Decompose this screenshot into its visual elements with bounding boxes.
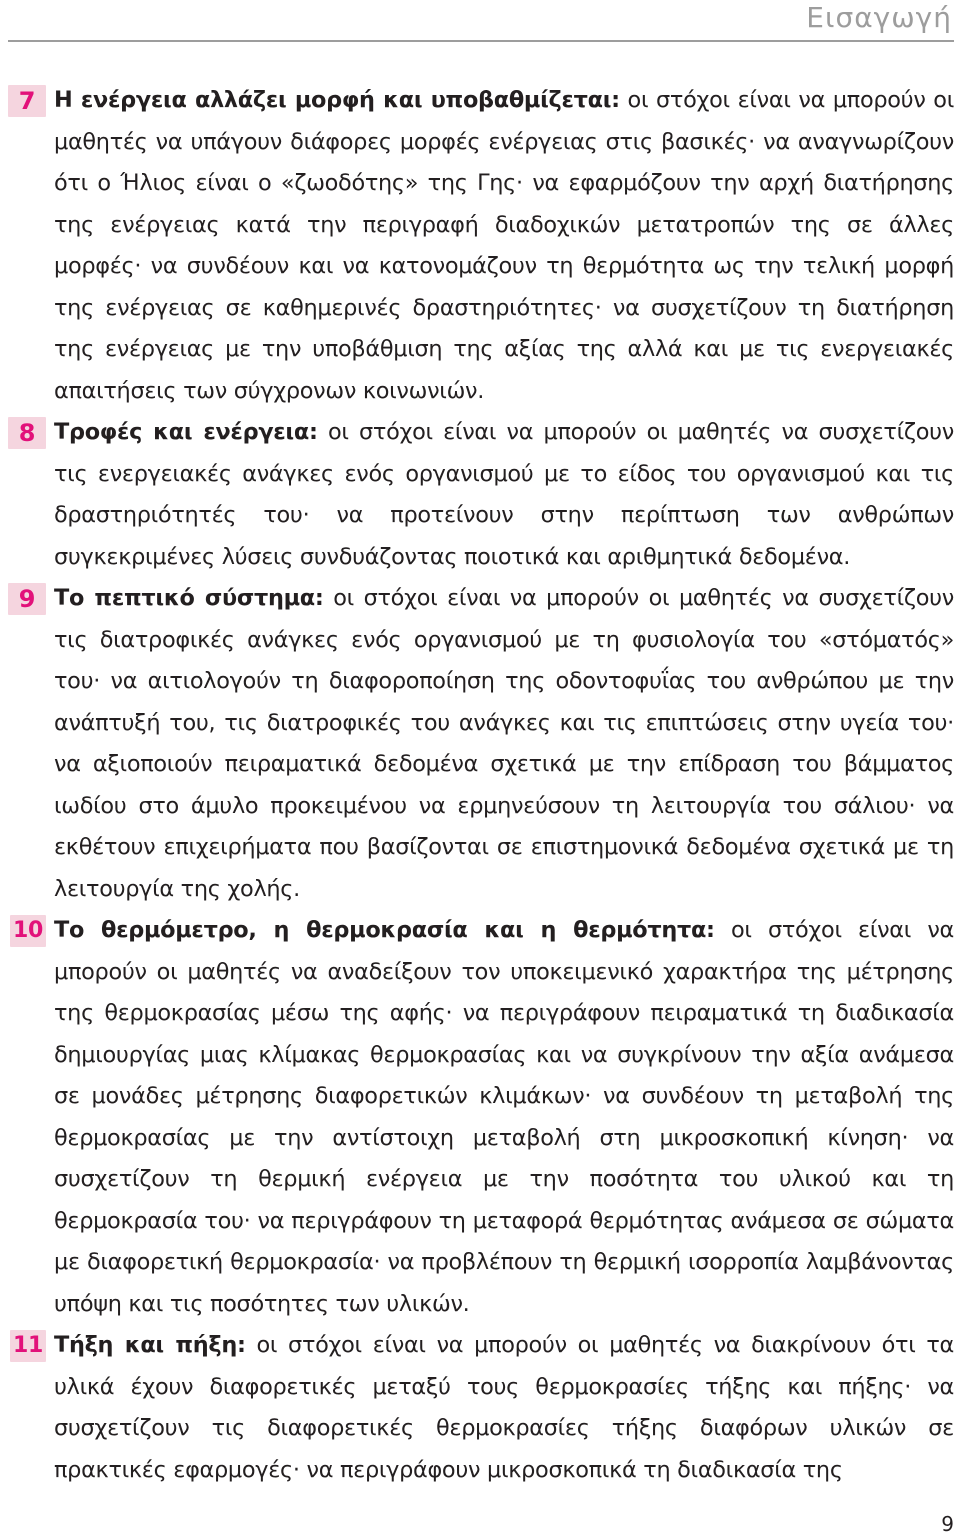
item-title: Η ενέργεια αλλάζει μορφή και υποβαθμίζεται: <box>54 87 620 113</box>
list-item <box>0 1325 960 1491</box>
page-number: 9 <box>941 1512 954 1536</box>
item-number-badge: 9 <box>8 583 46 615</box>
item-title: Τήξη και πήξη: <box>54 1332 246 1358</box>
list-item <box>0 578 960 910</box>
item-number-badge: 7 <box>8 85 46 117</box>
item-text: οι στόχοι είναι να μπορούν οι μαθητές να υπάγουν διάφορες μορφές ενέργειας στις βασικές· να αναγνωρίζουν ότι ο Ήλιος είναι ο «ζωοδότης» της Γης· να εφαρμόζουν την αρχή διατήρησης της ενέργειας κατά την περιγραφή διαδοχικών μετατροπών της σε άλλες μορφές· να συνδέουν και να κατονομάζουν τη θερμότητα ως την τελική μορφή της ενέργειας σε καθημερινές δραστηριότητες· να συσχετίζουν τη διατήρηση της ενέργειας με την υποβάθμιση της αξίας της αλλά και με τις ενεργειακές απαιτήσεις των σύγχρονων κοινωνιών. <box>54 87 954 404</box>
item-text: οι στόχοι είναι να μπορούν οι μαθητές να συσχετίζουν τις διατροφικές ανάγκες ενός οργανισμού με τη φυσιολογία του «στόματός» του· να αιτιολογούν τη διαφοροποίηση της οδοντοφυΐας του ανθρώπου με την ανάπτυξή του, τις διατροφικές του ανάγκες και τις επιπτώσεις στην υγεία του· να αξιοποιούν πειραματικά δεδομένα σχετικά με την επίδραση του βάμματος ιωδίου στο άμυλο προκειμένου να ερμηνεύσουν τη λειτουργία του σάλιου· να εκθέτουν επιχειρήματα που βασίζονται σε επιστημονικά δεδομένα σχετικά με τη λειτουργία της χολής. <box>54 585 954 902</box>
header-divider <box>8 40 954 42</box>
item-text: οι στόχοι είναι να μπορούν οι μαθητές να διακρίνουν ότι τα υλικά έχουν διαφορετικές μεταξύ τους θερμοκρασίες τήξης και πήξης· να συσχετίζουν τις διαφορετικές θερμοκρασίες τήξης διαφόρων υλικών σε πρακτικές εφαρμογές· να περιγράφουν μικροσκοπικά τη διαδικασία της <box>54 1332 955 1483</box>
item-number-badge: 10 <box>10 915 46 947</box>
item-text: οι στόχοι είναι να μπορούν οι μαθητές να αναδείξουν τον υποκειμενικό χαρακτήρα της μέτρησης της θερμοκρασίας μέσω της αφής· να περιγράφουν πειραματικά τη διαδικασία δημιουργίας μιας κλίμακας θερμοκρασίας και να συγκρίνουν την αξία ανάμεσα σε μονάδες μέτρησης διαφορετικών κλιμάκων· να συνδέουν τη μεταβολή της θερμοκρασίας με την αντίστοιχη μεταβολή στη μικροσκοπική κίνηση· να συσχετίζουν τη θερμική ενέργεια με την ποσότητα του υλικού και τη θερμοκρασία του· να περιγράφουν τη μεταφορά θερμότητας ανάμεσα σε σώματα με διαφορετική θερμοκρασία· να προβλέπουν τη θερμική ισορροπία λαμβάνοντας υπόψη και τις ποσότητες των υλικών. <box>54 917 954 1317</box>
list-item <box>0 412 960 578</box>
list-item <box>0 80 960 412</box>
item-number-badge: 8 <box>8 417 46 449</box>
item-text: οι στόχοι είναι να μπορούν οι μαθητές να συσχετίζουν τις ενεργειακές ανάγκες ενός οργανισμού με το είδος του οργανισμού και τις δραστηριότητές του· να προτείνουν στην περίπτωση των ανθρώπων συγκεκριμένες λύσεις συνδυάζοντας ποιοτικά και αριθμητικά δεδομένα. <box>54 419 954 570</box>
item-title: Το θερμόμετρο, η θερμοκρασία και η θερμότητα: <box>54 917 715 943</box>
item-title: Τροφές και ενέργεια: <box>54 419 318 445</box>
objectives-list <box>0 80 960 1491</box>
list-item <box>0 910 960 1325</box>
item-title: Το πεπτικό σύστημα: <box>54 585 324 611</box>
item-number-badge: 11 <box>10 1330 46 1362</box>
chapter-title: Εισαγωγή <box>806 1 952 34</box>
